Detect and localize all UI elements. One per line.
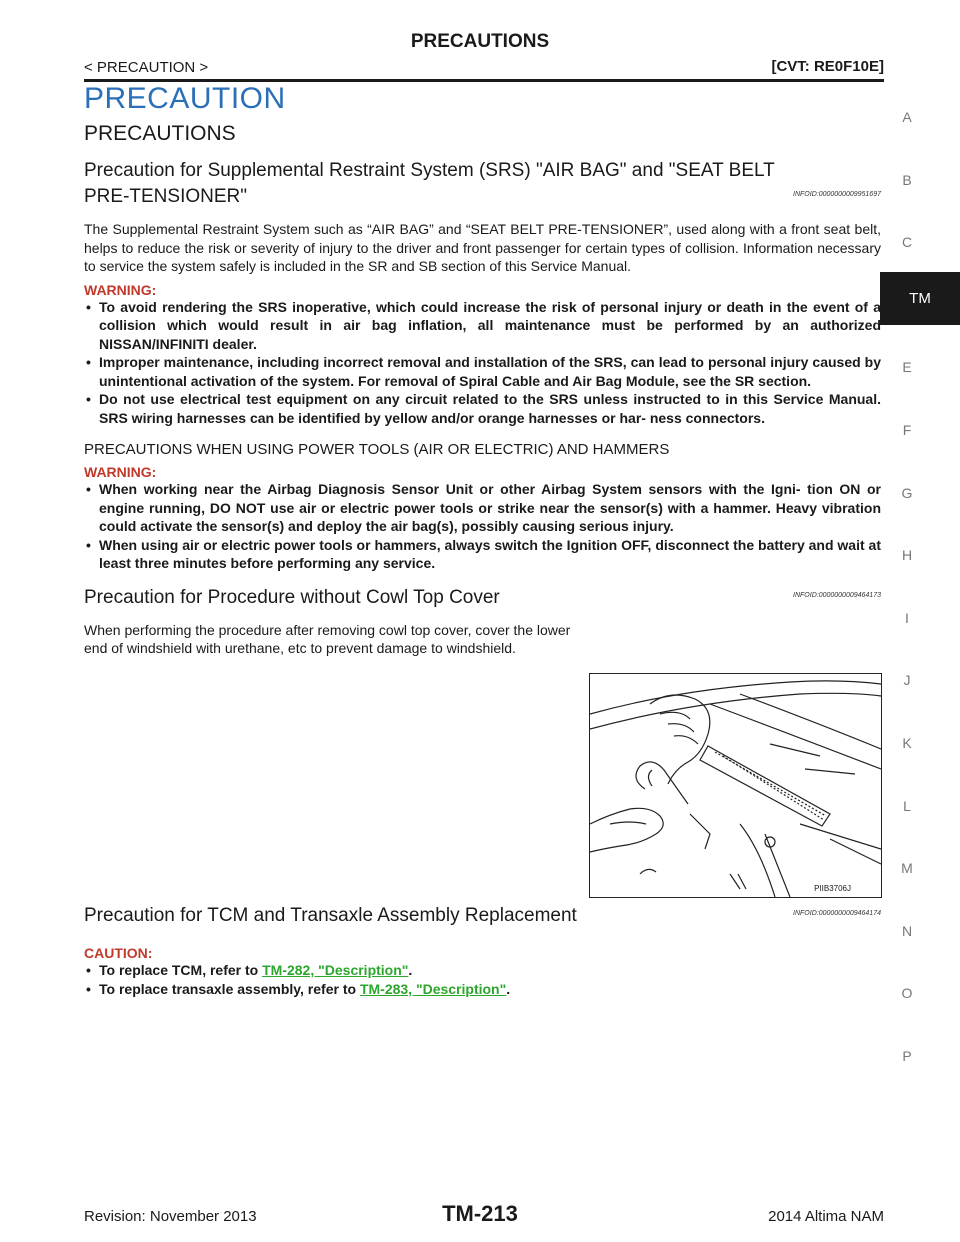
srs-warning-list <box>84 298 881 428</box>
info-id: INFOID:0000000009951697 <box>793 191 881 198</box>
power-tools-warning-list <box>84 480 881 573</box>
side-index-n[interactable]: N <box>901 922 913 939</box>
side-index-a[interactable]: A <box>902 109 912 125</box>
caution-text-end: . <box>506 980 511 997</box>
main-content <box>84 80 881 658</box>
breadcrumb: < PRECAUTION > <box>84 59 209 76</box>
side-index-tm-active[interactable]: TM <box>880 272 960 325</box>
info-id: INFOID:0000000009464174 <box>793 910 881 917</box>
list-item: • To avoid rendering the SRS inoperative, which could increase the risk of personal injury or death in the event of a collision which would result in air bag inflation, all maintenance must be performed by an authorized NISSAN/INFINITI dealer. <box>84 298 881 354</box>
section-title-tcm <box>84 903 881 929</box>
section-title-srs-line2: PRE-TENSIONER" <box>84 186 247 207</box>
section-title-srs <box>84 158 881 210</box>
warning-label-2: WARNING: <box>84 464 157 480</box>
side-index-l[interactable]: L <box>903 797 911 814</box>
page-header-title: PRECAUTIONS <box>410 31 550 52</box>
section-title-srs-line1: Precaution for Supplemental Restraint System (SRS) "AIR BAG" and "SEAT BELT <box>84 160 775 181</box>
srs-body-text: The Supplemental Restraint System such as “AIR BAG” and “SEAT BELT PRE-TENSIONER”, used along with a front seat belt, helps to reduce the risk or severity of injury to the driver and front passenger for certain types of collision. Information necessary to service the system safely is included in the SR and SB section of this Service Manual. <box>84 221 881 274</box>
list-item: • Improper maintenance, including incorrect removal and installation of the SRS, can lead to personal injury caused by unintentional activation of the system. For removal of Spiral Cable and Air Bag Module, see the SR section. <box>84 353 881 390</box>
caution-label: CAUTION: <box>84 945 153 961</box>
section-title-cowl-text: Precaution for Procedure without Cowl Top Cover <box>84 586 500 608</box>
warning-label: WARNING: <box>84 281 157 298</box>
side-index-k[interactable]: K <box>902 734 912 751</box>
section-tcm <box>84 903 881 998</box>
major-heading: PRECAUTION <box>84 82 286 115</box>
side-index <box>886 102 928 1104</box>
side-index-j[interactable]: J <box>903 672 911 689</box>
side-index-c[interactable]: C <box>901 234 913 251</box>
list-item: • When working near the Airbag Diagnosis Sensor Unit or other Airbag System sensors with the Igni- tion ON or engine running, DO NOT use air or electric power tools or strike near the sensor(s) with a hammer. Heavy vibration could activate the sensor(s) and deploy the air bag(s), possibly causing serious injury. <box>84 480 881 536</box>
windshield-figure <box>589 673 882 898</box>
list-item: • Do not use electrical test equipment on any circuit related to the SRS unless instructed to in this Service Manual. SRS wiring harnesses can be identified by yellow and/or orange harnesses or har- ness connectors. <box>84 390 881 427</box>
caution-list <box>84 961 881 998</box>
side-index-o[interactable]: O <box>901 985 913 1002</box>
caution-text: To replace transaxle assembly, refer to <box>99 980 360 997</box>
caution-text: To replace TCM, refer to <box>99 962 263 978</box>
info-id: INFOID:0000000009464173 <box>793 591 881 599</box>
list-item: • When using air or electric power tools or hammers, always switch the Ignition OFF, disconnect the battery and wait at least three minutes before performing any service. <box>84 536 881 573</box>
figure-id: PIIB3706J <box>814 884 851 893</box>
list-item <box>84 961 881 980</box>
side-index-f[interactable]: F <box>902 421 912 438</box>
side-index-h[interactable]: H <box>901 547 913 564</box>
side-index-i[interactable]: I <box>905 609 909 626</box>
windshield-illustration <box>590 674 881 897</box>
section-title-cowl <box>84 585 881 611</box>
power-tools-heading: PRECAUTIONS WHEN USING POWER TOOLS (AIR OR ELECTRIC) AND HAMMERS <box>84 441 670 458</box>
tm-282-link[interactable]: TM-282, "Description" <box>262 962 409 978</box>
sub-heading: PRECAUTIONS <box>84 122 236 145</box>
caution-text-end: . <box>408 962 413 978</box>
revision-date: Revision: November 2013 <box>84 1208 257 1225</box>
page-number: TM-213 <box>442 1201 518 1226</box>
cowl-body-text: When performing the procedure after removing cowl top cover, cover the lower end of windshield with urethane, etc to prevent damage to windshield. <box>84 621 571 656</box>
side-index-b[interactable]: B <box>902 171 912 188</box>
vehicle-model: 2014 Altima NAM <box>768 1208 884 1225</box>
list-item <box>84 980 881 999</box>
side-index-e[interactable]: E <box>902 359 912 376</box>
tm-283-link[interactable]: TM-283, "Description" <box>359 980 507 997</box>
section-title-tcm-text: Precaution for TCM and Transaxle Assembly Replacement <box>84 905 577 926</box>
side-index-p[interactable]: P <box>902 1047 912 1064</box>
model-code: [CVT: RE0F10E] <box>771 58 884 75</box>
side-index-g[interactable]: G <box>901 484 913 501</box>
side-index-m[interactable]: M <box>901 860 913 877</box>
